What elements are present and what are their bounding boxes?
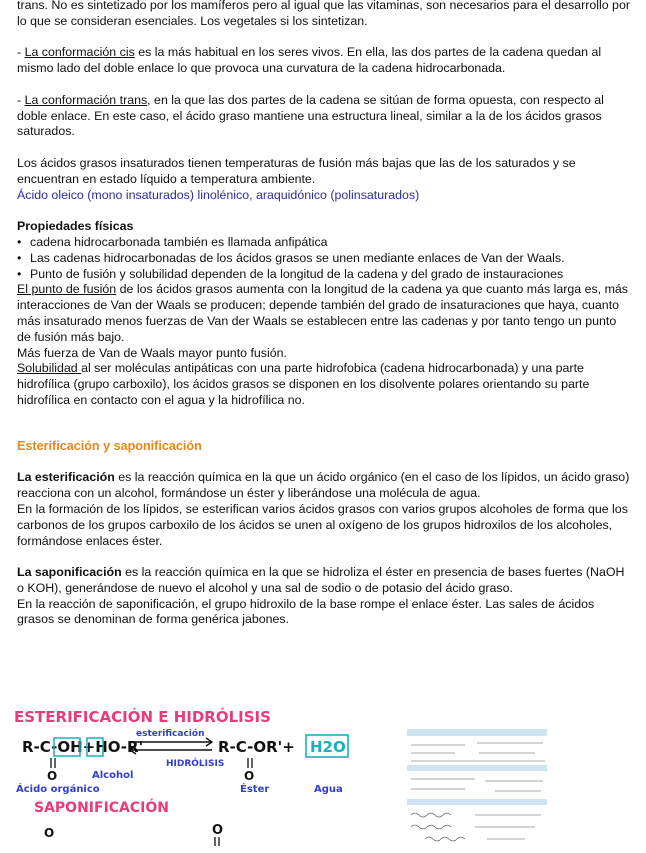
- thumbnail-header-bar: [407, 799, 547, 805]
- oxygen-atom: O: [244, 769, 255, 783]
- handwritten-reaction-figure: [12, 700, 372, 848]
- examples-note: Ácido oleico (mono insaturados) linolénico, araquidónico (polinsaturados): [17, 187, 420, 202]
- paragraph-cis: - La conformación cis es la más habitual en los seres vivos. En ella, las dos partes de la cadena quedan al mismo lado del doble enlace lo que provoca una curvatura de la cadena hidrocarbonada.: [17, 45, 602, 76]
- oxygen-atom: O: [212, 823, 224, 838]
- paragraph-esterificacion-2: En la formación de los lípidos, se esterifican varios ácidos grasos con varios grupos alcoholes de forma que los carbonos de los grupos carboxilo de los ácidos se unen al oxígeno de los grupos hidroxilos de los alcoholes, formándose enlaces éster.: [17, 501, 628, 548]
- paragraph-trans: - La conformación trans, en la que las dos partes de la cadena se sitúan de forma opuesta, con respecto al doble enlace. En este caso, el ácido graso mantiene una estructura lineal, similar a la de los ácidos grasos saturados.: [17, 92, 604, 139]
- figure-title: ESTERIFICACIÓN E HIDRÓLISIS: [14, 708, 271, 726]
- document-page: [17, 0, 632, 628]
- water-formula: H2O: [310, 738, 346, 756]
- arrow-label-top: esterificación: [136, 729, 205, 739]
- cis-text: es la más habitual en los seres vivos. En ella, las dos partes de la cadena quedan al mismo lado del doble enlace lo que provoca una curvatura de la cadena hidrocarbonada.: [17, 45, 602, 76]
- paragraph-essential: trans. No es sintetizado por los mamíferos pero al igual que las vitaminas, son necesarios para el desarrollo por lo que se consideran esenciales. Los vegetales si los sintetizan.: [17, 0, 630, 28]
- label-alcohol: Alcohol: [92, 770, 134, 781]
- paragraph-saponificacion: La saponificación es la reacción química en la que se hidroliza el éster en presencia de bases fuertes (NaOH o KOH), generándose de nuevo el alcohol y una sal de sodio o de potasio del ácido graso.: [17, 565, 625, 595]
- heading-esterificacion: Esterificación y saponificación: [17, 438, 202, 453]
- term-esterificacion: La esterificación: [17, 470, 115, 485]
- term-cis: La conformación cis: [24, 45, 135, 60]
- label-water: Agua: [314, 784, 343, 795]
- heading-propiedades: Propiedades físicas: [17, 219, 134, 234]
- arrow-label-bottom: HIDRÓLISIS: [166, 759, 225, 769]
- thumbnail-header-bar: [407, 765, 547, 771]
- oxygen-atom: O: [44, 826, 55, 840]
- list-item: • Las cadenas hidrocarbonadas de los ácidos grasos se unen mediante enlaces de Van der Waals.: [17, 250, 565, 265]
- figure-subtitle: SAPONIFICACIÓN: [34, 800, 169, 816]
- term-trans: La conformación trans: [24, 92, 148, 107]
- label-acid: Ácido orgánico: [16, 784, 100, 795]
- thumbnail-reaction-image: [405, 727, 550, 848]
- thumbnail-drawing: [405, 727, 550, 848]
- fusion-note: Más fuerza de Van de Waals mayor punto fusión.: [17, 345, 287, 360]
- paragraph-insaturados: Los ácidos grasos insaturados tienen temperaturas de fusión más bajas que las de los saturados y se encuentran en estado líquido a temperatura ambiente.: [17, 155, 576, 186]
- label-ester: Éster: [240, 784, 270, 795]
- list-item: • Punto de fusión y solubilidad dependen de la longitud de la cadena y del grado de instauraciones: [17, 266, 564, 281]
- product-formula: R-C-OR'+: [218, 738, 295, 756]
- paragraph-saponificacion-2: En la reacción de saponificación, el grupo hidroxilo de la base rompe el enlace éster. Las sales de ácidos grasos se denominan de forma genérica jabones.: [17, 596, 595, 627]
- term-fusion: El punto de fusión: [17, 282, 117, 297]
- reactant-formula: R-C-OH+HO-R': [22, 738, 144, 756]
- oxygen-atom: O: [47, 769, 58, 783]
- paragraph-solubilidad: Solubilidad al ser moléculas antipáticas con una parte hidrofobica (cadena hidrocarbonada) y una parte hidrofílica (grupo carboxilo), los ácidos grasos se disponen en los disolvente polares orientando su parte hidrofílica en contacto con el agua y la hidrofílica no.: [17, 361, 590, 407]
- thumbnail-header-bar: [407, 729, 547, 736]
- term-saponificacion: La saponificación: [17, 565, 122, 580]
- paragraph-esterificacion: La esterificación es la reacción química en la que un ácido orgánico (en el caso de los lípidos, un ácido graso) reacciona con un alcohol, formándose un éster y liberándose una molécula de agua.: [17, 470, 630, 501]
- reaction-drawing: [12, 700, 372, 848]
- term-solubilidad: Solubilidad: [17, 361, 82, 376]
- list-item: • cadena hidrocarbonada también es llamada anfipática: [17, 234, 328, 249]
- figures-area: [0, 700, 646, 848]
- trans-text: , en la que las dos partes de la cadena se sitúan de forma opuesta, con respecto al doble enlace. En este caso, el ácido graso mantiene una estructura lineal, similar a la de los ácidos grasos saturados.: [17, 92, 604, 139]
- paragraph-fusion: El punto de fusión de los ácidos grasos aumenta con la longitud de la cadena ya que cuanto más larga es, más interacciones de Van der Waals se producen; depende también del grado de insaturaciones que haya, cuanto más insaturado menos fuerzas de Van der Waals se establecen entre las cadenas y por tanto tengo un punto de fusión más bajo.: [17, 282, 628, 344]
